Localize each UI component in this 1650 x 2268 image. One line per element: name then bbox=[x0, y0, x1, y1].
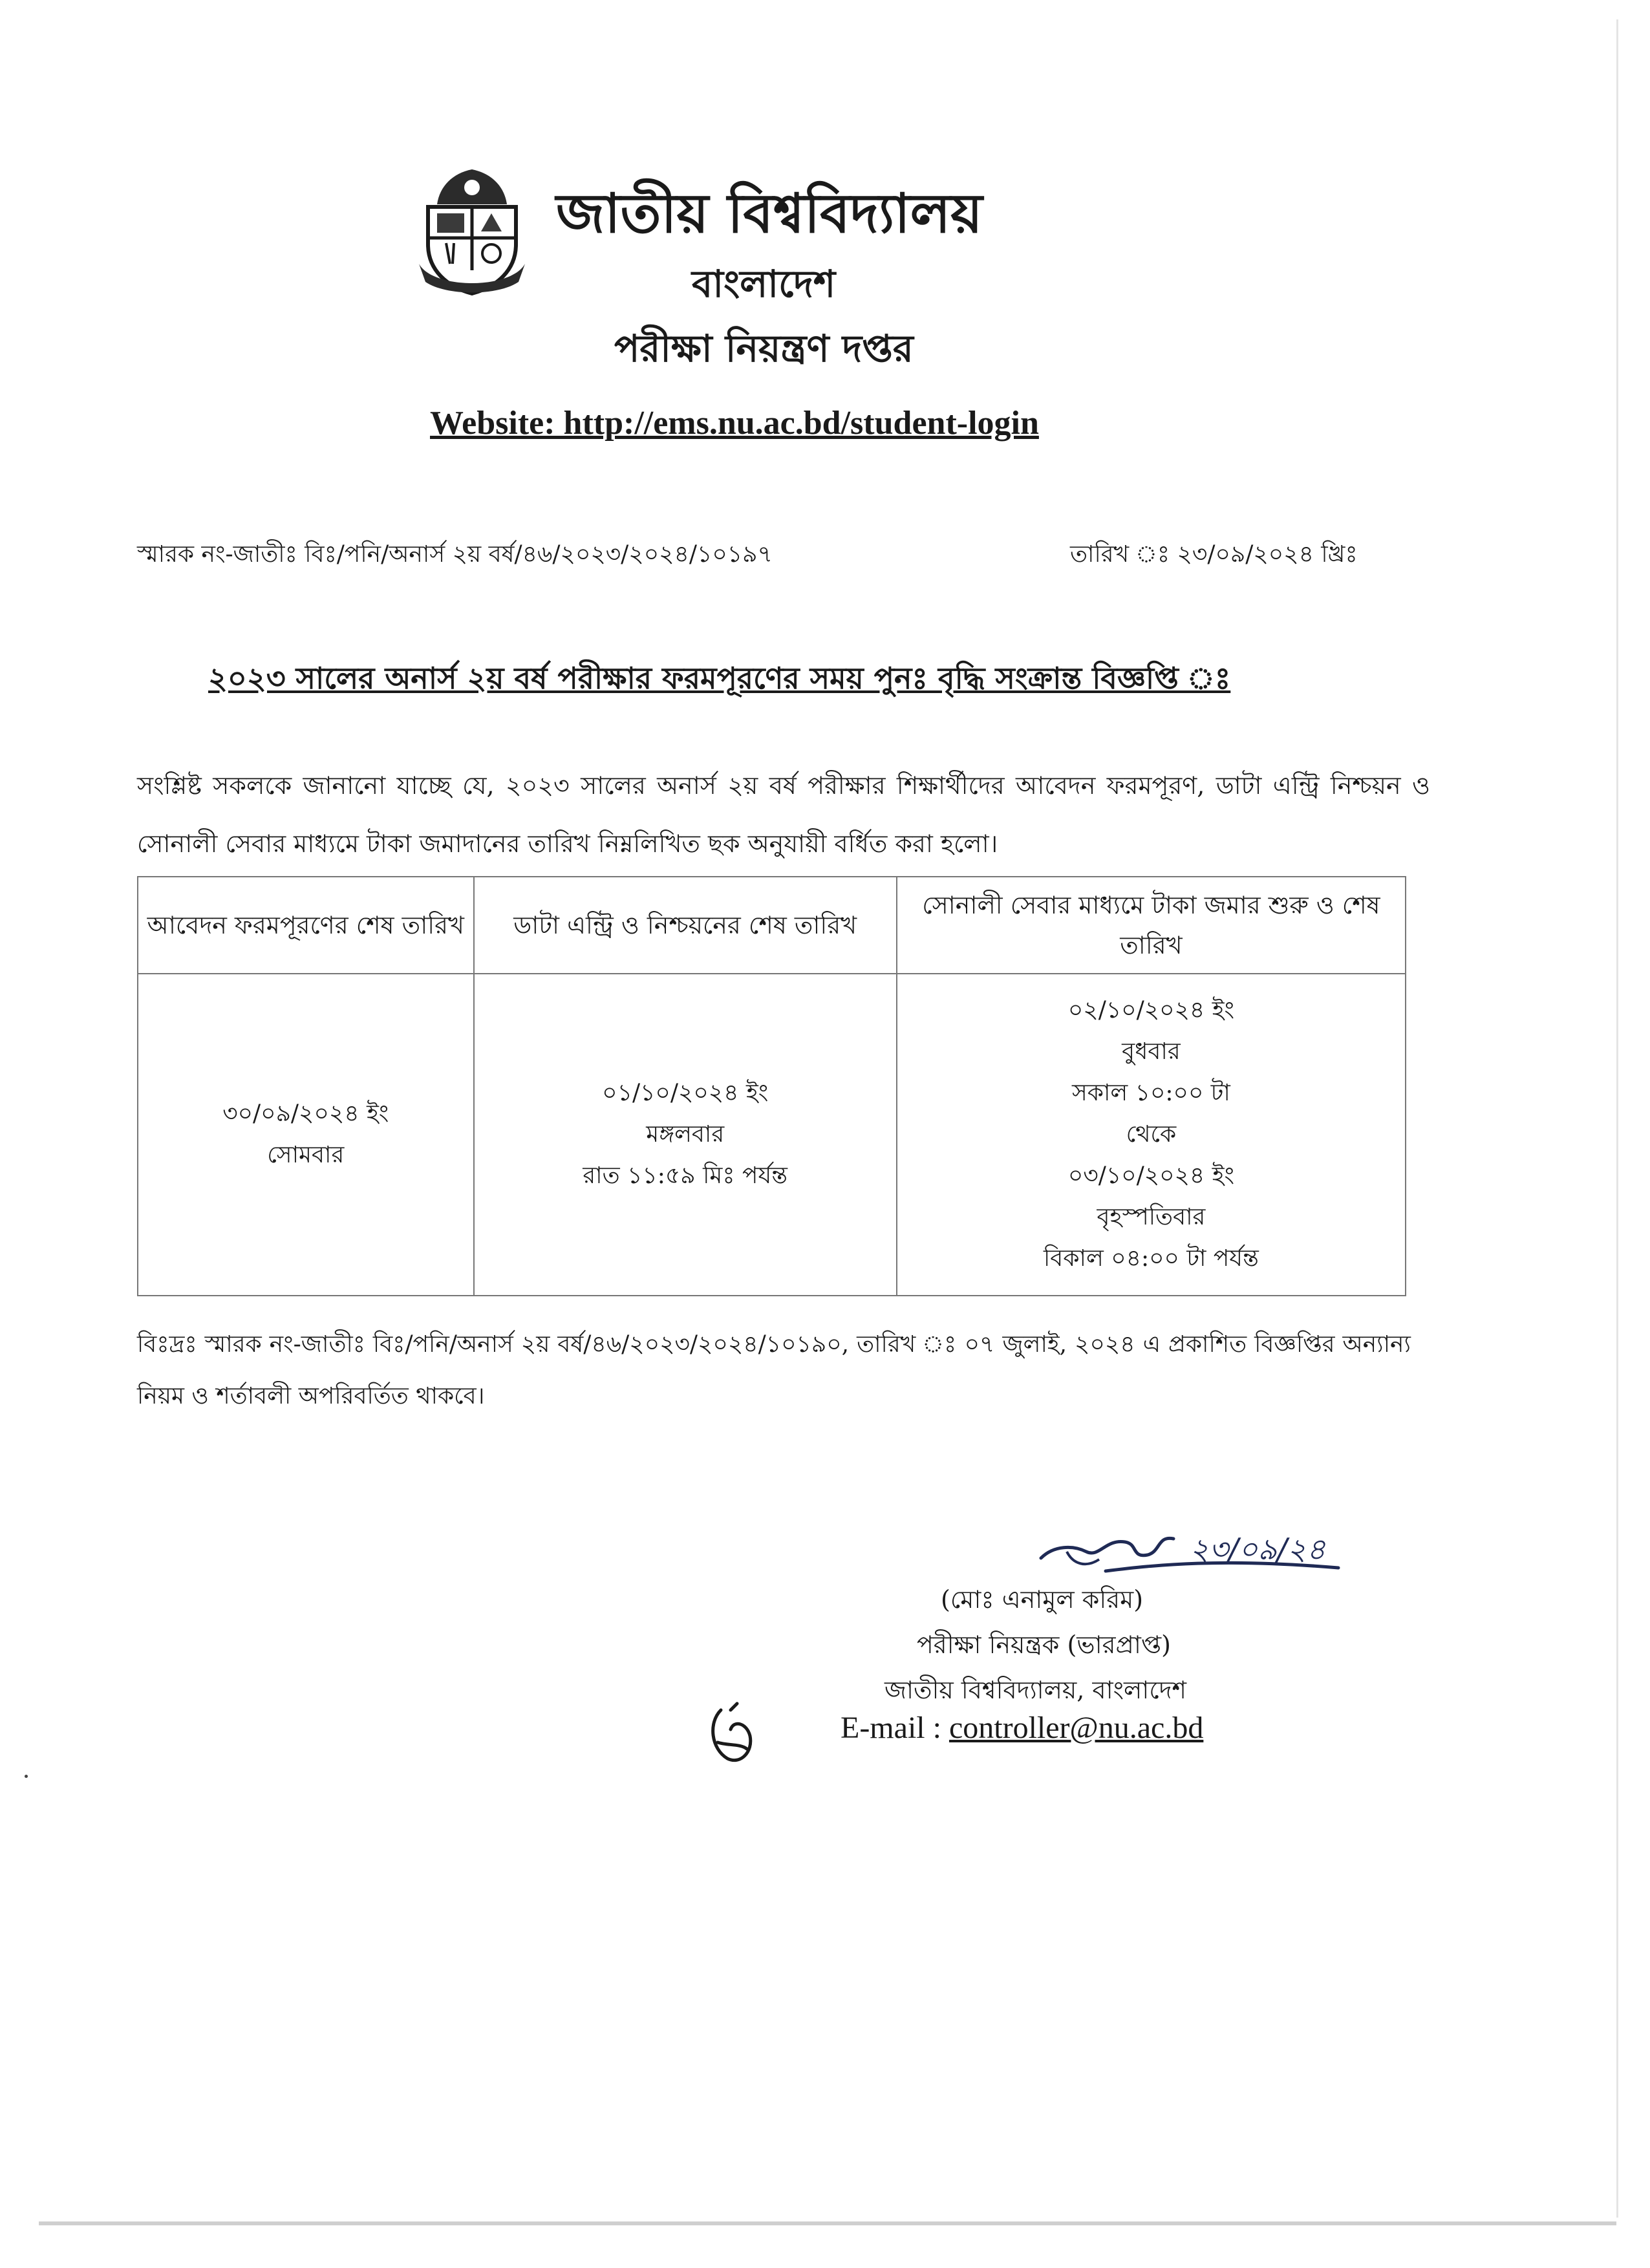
table-row bbox=[138, 974, 1406, 1296]
cell-line: ০৩/১০/২০২৪ ইং bbox=[1067, 1162, 1234, 1189]
header-form-fillup-deadline: আবেদন ফরমপূরণের শেষ তারিখ bbox=[138, 877, 474, 974]
cell-line: রাত ১১:৫৯ মিঃ পর্যন্ত bbox=[583, 1162, 788, 1189]
schedule-table bbox=[137, 876, 1406, 1296]
signatory-name: (মোঃ এনামুল করিম) bbox=[941, 1585, 1144, 1614]
cell-line: বিকাল ০৪:০০ টা পর্যন্ত bbox=[1043, 1245, 1259, 1272]
notice-body: সংশ্লিষ্ট সকলকে জানানো যাচ্ছে যে, ২০২৩ সালের অনার্স ২য় বর্ষ পরীক্ষার শিক্ষার্থীদের আবেদন ফরমপূরণ, ডাটা এন্ট্রি নিশ্চয়ন ও সোনালী সেবার মাধ্যমে টাকা জমাদানের তারিখ নিম্নলিখিত ছক অনুযায়ী বর্ধিত করা হলো। bbox=[137, 771, 1430, 858]
notice-subject: ২০২৩ সালের অনার্স ২য় বর্ষ পরীক্ষার ফরমপূরণের সময় পুনঃ বৃদ্ধি সংক্রান্ত বিজ্ঞপ্তি ঃ bbox=[208, 661, 1231, 696]
scan-edge-bottom bbox=[39, 2221, 1616, 2225]
cell-line: বুধবার bbox=[1122, 1038, 1181, 1065]
country-name: বাংলাদেশ bbox=[692, 262, 836, 306]
cell-line: সোমবার bbox=[267, 1142, 345, 1168]
scan-edge-right bbox=[1616, 19, 1618, 2218]
memo-number: স্মারক নং-জাতীঃ বিঃ/পনি/অনার্স ২য় বর্ষ/৪৬/২০২৩/২০২৪/১০১৯৭ bbox=[137, 541, 773, 568]
signatory-email bbox=[841, 1710, 1203, 1746]
header-payment-window: সোনালী সেবার মাধ্যমে টাকা জমার শুরু ও শেষ তারিখ bbox=[897, 877, 1406, 974]
cell-line: ০১/১০/২০২৪ ইং bbox=[602, 1080, 769, 1106]
email-label: E-mail : bbox=[841, 1711, 941, 1745]
table-header-row bbox=[138, 877, 1406, 974]
form-fillup-deadline-cell bbox=[138, 974, 474, 1296]
signatory-organization: জাতীয় বিশ্ববিদ্যালয়, বাংলাদেশ bbox=[884, 1676, 1187, 1704]
handwritten-date: ২৩/০৯/২৪ bbox=[1190, 1532, 1326, 1567]
cell-line: থেকে bbox=[1126, 1121, 1177, 1148]
initial-mark-icon bbox=[702, 1697, 763, 1768]
header-data-entry-deadline: ডাটা এন্ট্রি ও নিশ্চয়নের শেষ তারিখ bbox=[474, 877, 897, 974]
cell-line: মঙ্গলবার bbox=[646, 1121, 725, 1148]
data-entry-deadline-cell bbox=[474, 974, 897, 1296]
payment-window-cell bbox=[897, 974, 1406, 1296]
memo-date: তারিখ ঃ ২৩/০৯/২০২৪ খ্রিঃ bbox=[1070, 541, 1358, 568]
cell-line: সকাল ১০:০০ টা bbox=[1071, 1080, 1230, 1106]
signatory-title: পরীক্ষা নিয়ন্ত্রক (ভারপ্রাপ্ত) bbox=[917, 1631, 1171, 1659]
scan-speck bbox=[25, 1775, 28, 1778]
footnote: বিঃদ্রঃ স্মারক নং-জাতীঃ বিঃ/পনি/অনার্স ২য় বর্ষ/৪৬/২০২৩/২০২৪/১০১৯০, তারিখ ঃ ০৭ জুলাই, ২০২৪ এ প্রকাশিত বিজ্ঞপ্তির অন্যান্য নিয়ম ও শর্তাবলী অপরিবর্তিত থাকবে। bbox=[137, 1331, 1411, 1409]
university-name: জাতীয় বিশ্ববিদ্যালয় bbox=[556, 181, 983, 245]
cell-line: বৃহস্পতিবার bbox=[1097, 1204, 1206, 1230]
office-name: পরীক্ষা নিয়ন্ত্রণ দপ্তর bbox=[614, 326, 914, 370]
email-link[interactable]: controller@nu.ac.bd bbox=[948, 1711, 1204, 1745]
cell-line: ০২/১০/২০২৪ ইং bbox=[1067, 997, 1234, 1023]
cell-line: ৩০/০৯/২০২৪ ইং bbox=[222, 1100, 389, 1127]
website-link[interactable]: Website: http://ems.nu.ac.bd/student-login bbox=[430, 405, 1039, 442]
university-logo-icon bbox=[414, 167, 530, 296]
